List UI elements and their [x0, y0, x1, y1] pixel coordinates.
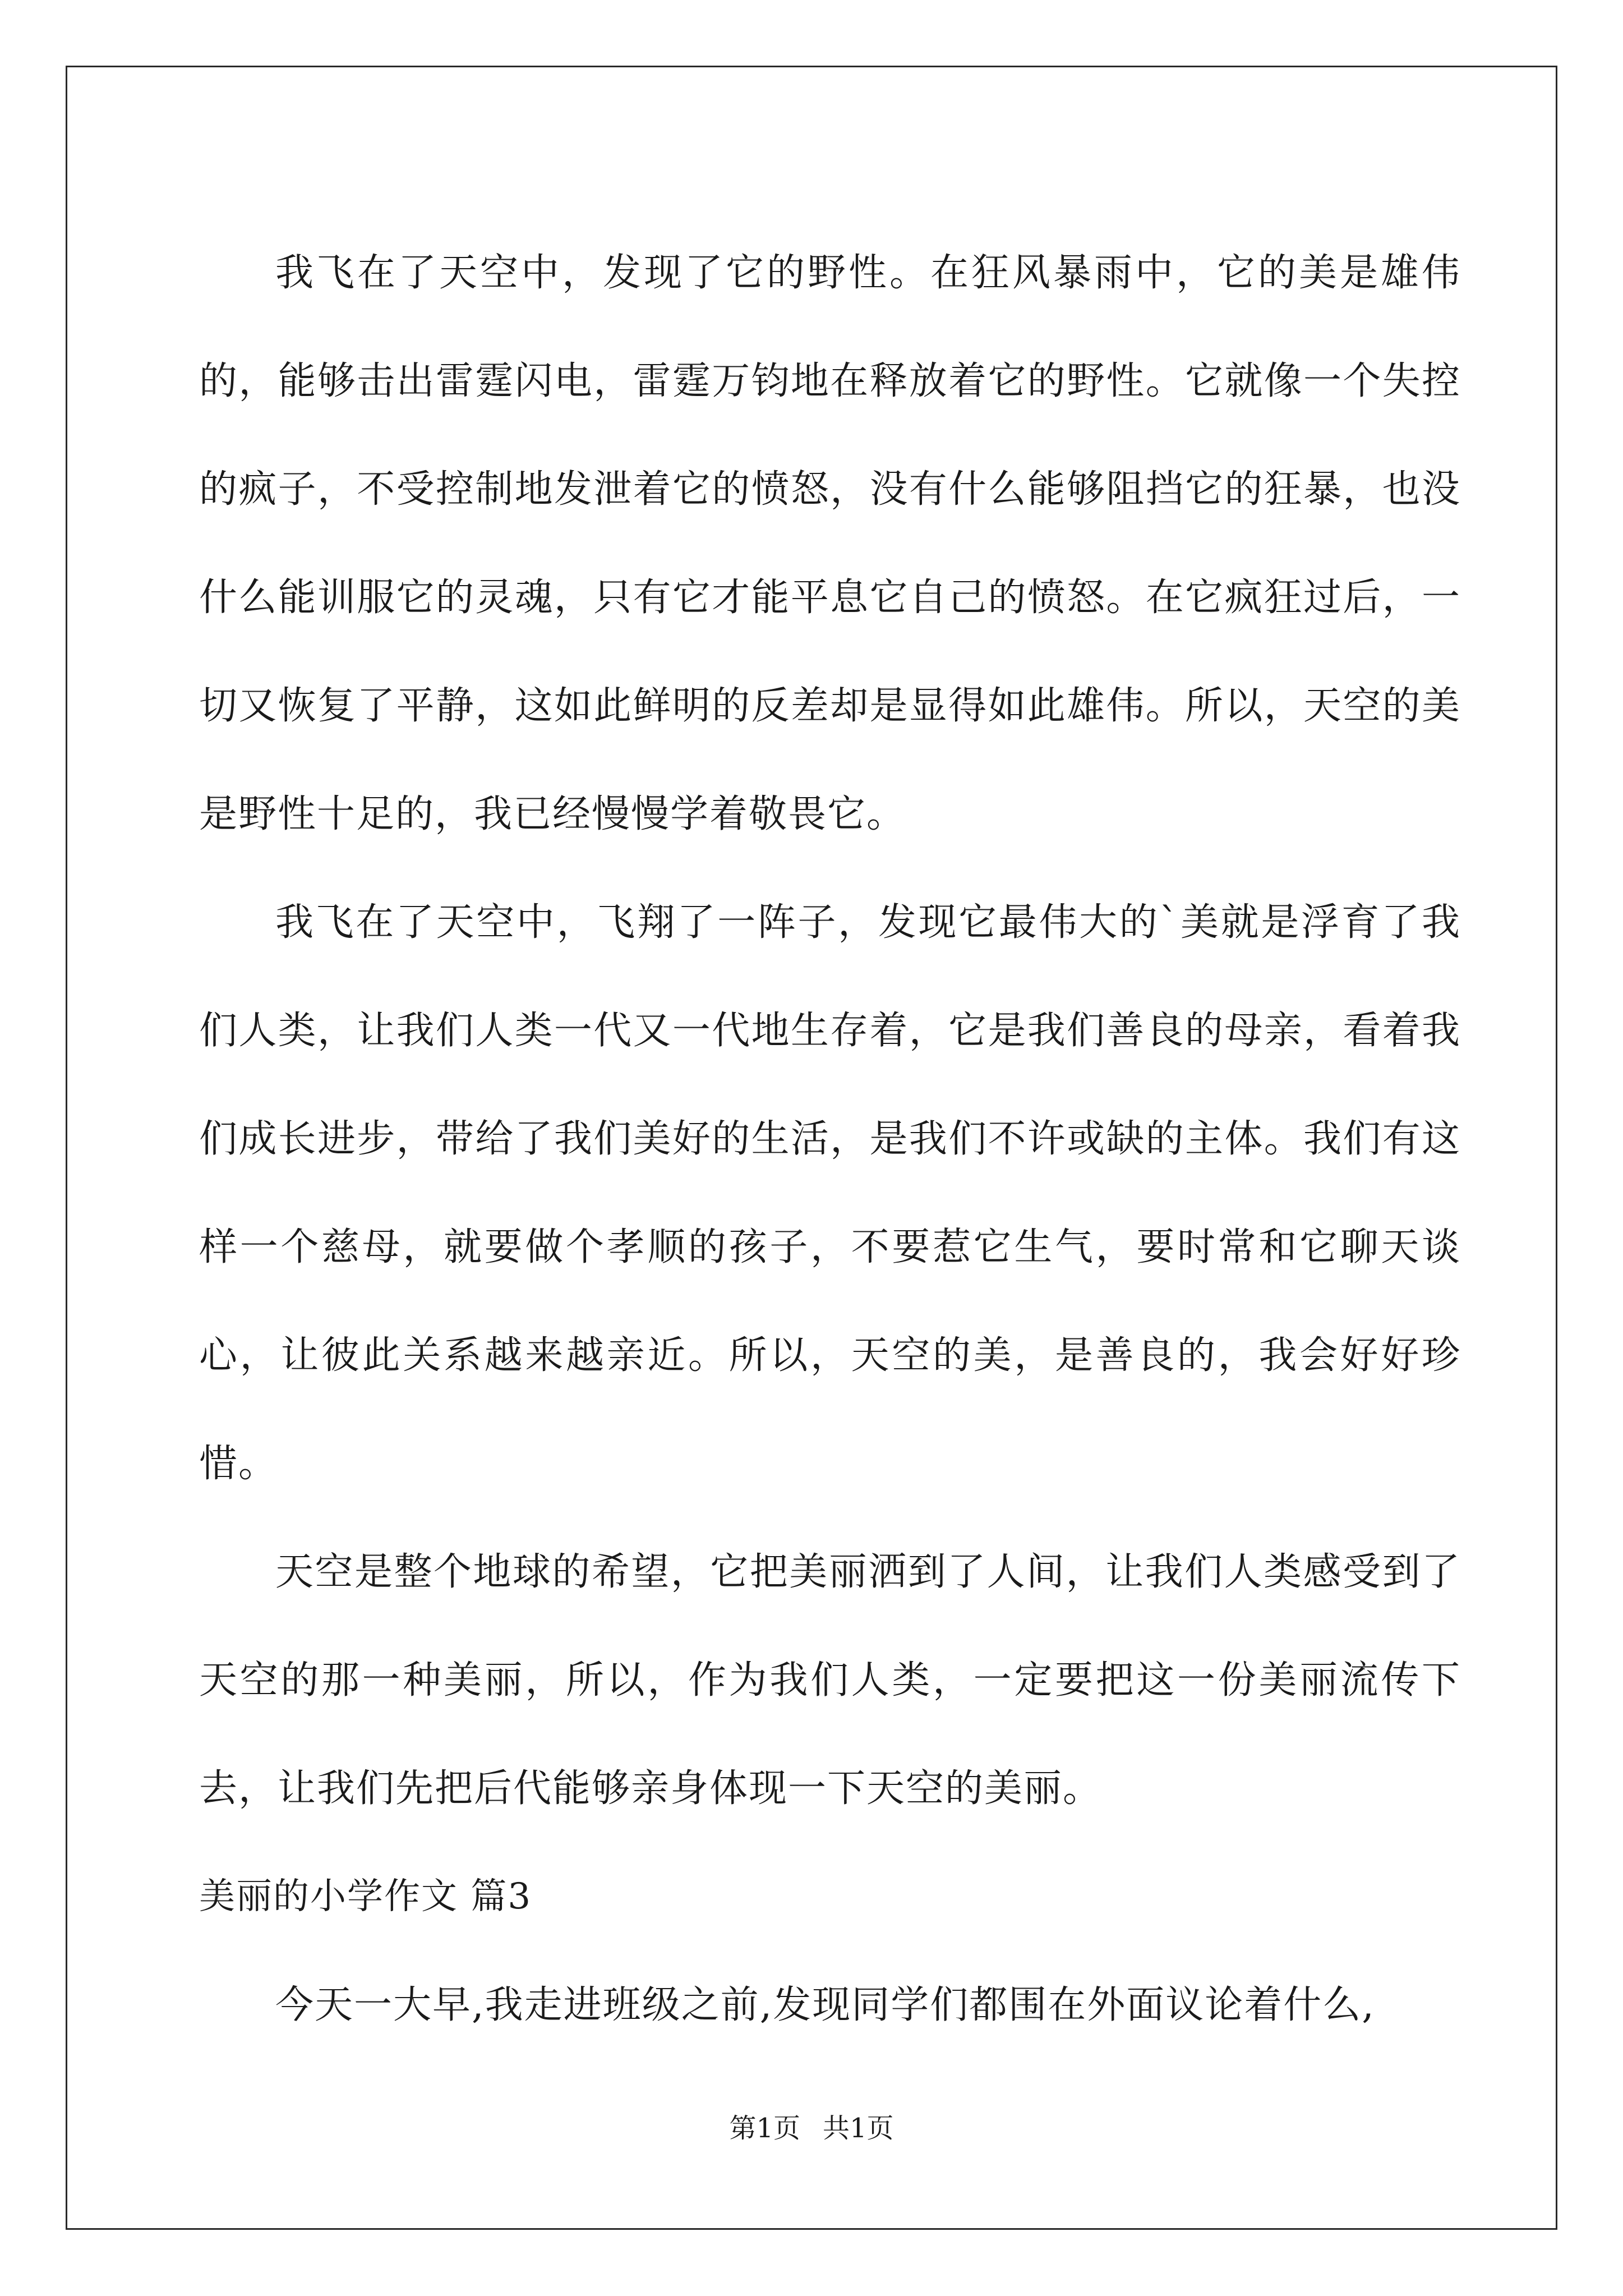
section-heading: 美丽的小学作文 篇3 [199, 1876, 532, 1917]
document-body [199, 219, 1461, 2059]
page-number: 第1页 [729, 2113, 800, 2144]
paragraph-3: 天空是整个地球的希望，它把美丽洒到了人间，让我们人类感受到了天空的那一种美丽，所以，作为我们人类，一定要把这一份美丽流传下去，让我们先把后代能够亲身体现一下天空的美丽。 [199, 1550, 1461, 1811]
paragraph-1: 我飞在了天空中，发现了它的野性。在狂风暴雨中，它的美是雄伟的，能够击出雷霆闪电，雷霆万钧地在释放着它的野性。它就像一个失控的疯子，不受控制地发泄着它的愤怒，没有什么能够阻挡它的狂暴，也没什么能训服它的灵魂，只有它才能平息它自己的愤怒。在它疯狂过后，一切又恢复了平静，这如此鲜明的反差却是显得如此雄伟。所以，天空的美是野性十足的，我已经慢慢学着敬畏它。 [199, 251, 1461, 836]
page-footer [0, 2106, 1623, 2145]
page-total: 共1页 [823, 2113, 894, 2144]
paragraph-2: 我飞在了天空中，飞翔了一阵子，发现它最伟大的`美就是浮育了我们人类，让我们人类一代又一代地生存着，它是我们善良的母亲，看着我们成长进步，带给了我们美好的生活，是我们不许或缺的主体。我们有这样一个慈母，就要做个孝顺的孩子，不要惹它生气，要时常和它聊天谈心，让彼此关系越来越亲近。所以，天空的美，是善良的，我会好好珍惜。 [199, 900, 1461, 1486]
section-paragraph: 今天一大早,我走进班级之前,发现同学们都围在外面议论着什么, [275, 1983, 1375, 2027]
